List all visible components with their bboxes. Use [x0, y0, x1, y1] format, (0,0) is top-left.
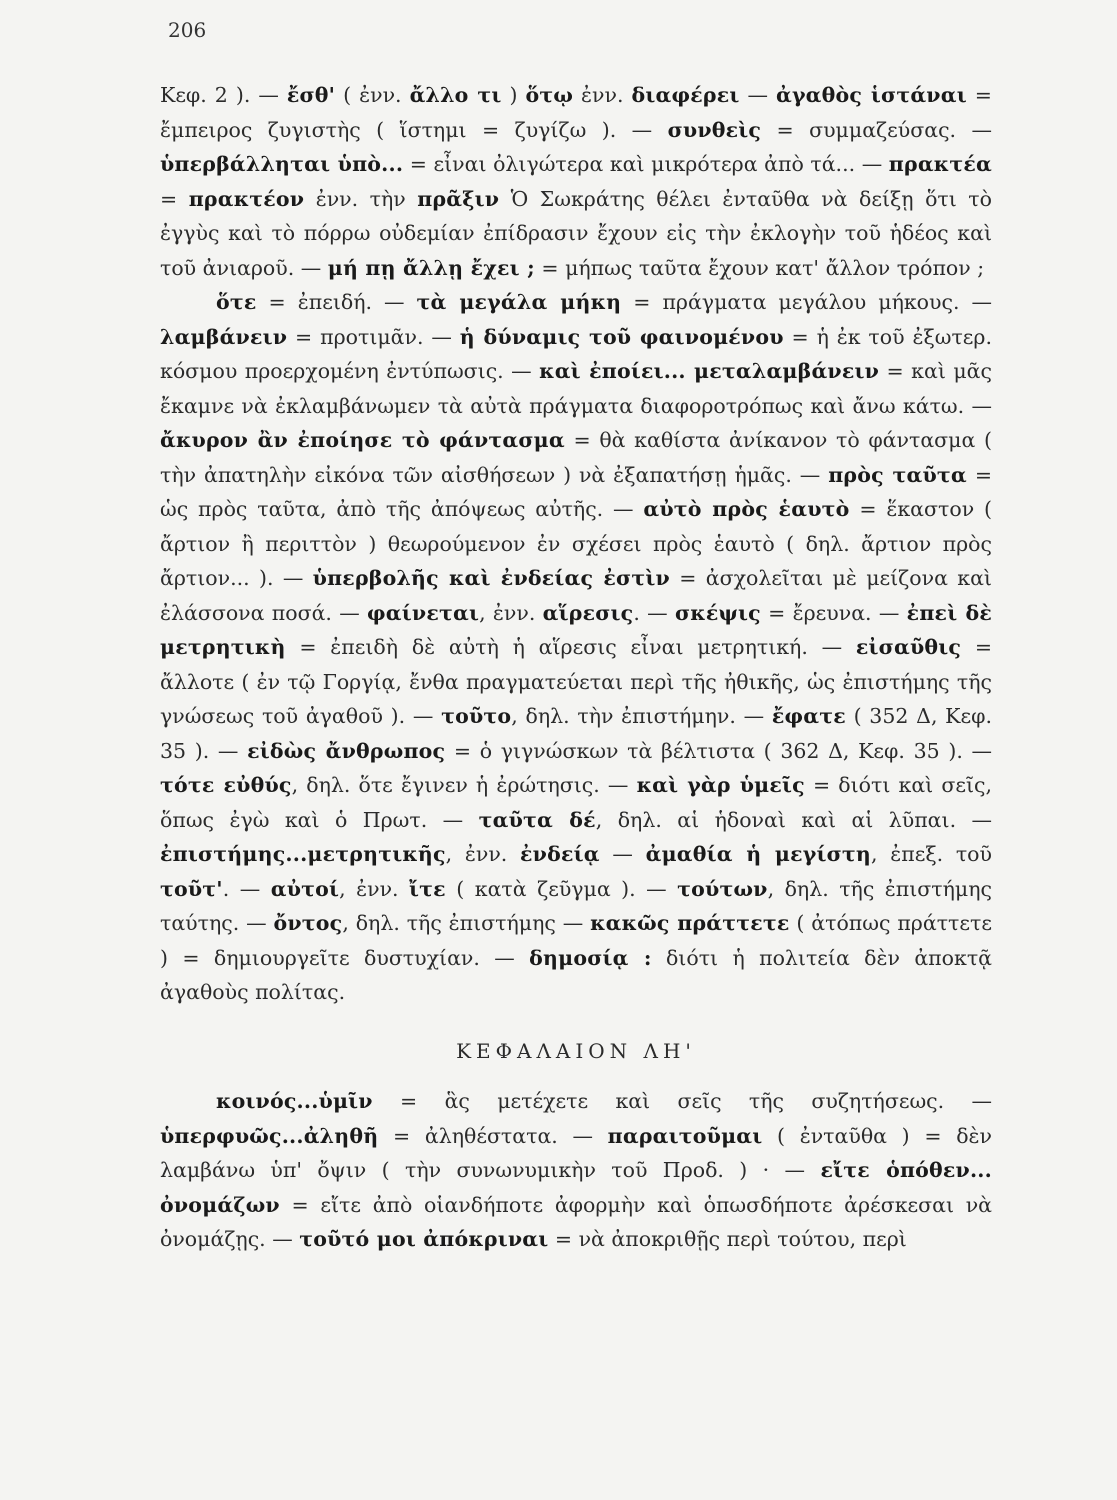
lemma: ἄλλο τι [409, 83, 502, 107]
gloss-text: ἐνν. τὴν [304, 186, 418, 211]
lemma: πρᾶξιν [417, 186, 500, 211]
lemma: αὐτοί [270, 876, 340, 901]
gloss-text: — [599, 842, 646, 866]
lemma: κοινός...ὑμῖν [216, 1089, 373, 1113]
gloss-text: ) [501, 83, 526, 107]
lemma: ὑπερβάλληται ὑπὸ... [160, 152, 404, 176]
chapter-title: ΚΕΦΑΛΑΙΟΝ ΛΗ' [456, 1038, 696, 1063]
gloss-text: = ὡς πρὸς ταῦτα, ἀπὸ τῆς ἀπόψεως αὐτῆς. — [160, 462, 992, 521]
paragraph [160, 78, 992, 285]
gloss-text: = ἐπειδή. — [256, 290, 417, 314]
lemma: αἵρεσις [542, 600, 634, 625]
paragraph [160, 285, 992, 1010]
gloss-text: = εἴτε ἀπὸ οἱανδήποτε ἀφορμὴν καὶ ὁπωσδήποτε ἀρέσκεσαι νὰ ὀνομάζῃς. — [160, 1192, 992, 1251]
page-number: 206 [168, 18, 207, 42]
gloss-text: = ἐπειδὴ δὲ αὐτὴ ἡ αἵρεσις εἶναι μετρητική. — [285, 635, 856, 659]
gloss-text: διότι ἡ πολιτεία δὲν ἀποκτᾷ ἀγαθοὺς πολίτας. [160, 945, 992, 1004]
lemma: εἰδὼς ἄνθρωπος [247, 738, 446, 763]
lemma: δημοσίᾳ : [529, 945, 652, 970]
gloss-text: , δηλ. τὴν ἐπιστήμην. — [511, 704, 772, 728]
lemma: ἐπιστήμης...μετρητικῆς [160, 842, 446, 866]
lemma: ἔφατε [771, 704, 846, 728]
gloss-text: = ἔμπειρος ζυγιστὴς ( ἵστημι = ζυγίζω ). — [160, 83, 992, 142]
lemma: καὶ ἐποίει... μεταλαμβάνειν [539, 359, 880, 383]
gloss-text: , ἐνν. [479, 600, 543, 625]
gloss-text: = μήπως ταῦτα ἔχουν κατ' ἄλλον τρόπον ; [534, 255, 985, 280]
lemma: ἴτε [409, 876, 446, 901]
gloss-text: = συμμαζεύσας. — [761, 117, 992, 142]
gloss-text: , δηλ. τῆς ἐπιστήμης — [342, 911, 591, 935]
lemma: ἐνδείᾳ [520, 842, 600, 866]
lemma: ἀγαθὸς ἱστάναι [775, 83, 967, 107]
gloss-text: = εἶναι ὀλιγώτερα καὶ μικρότερα ἀπὸ τά... — [403, 152, 889, 176]
lemma: ὑπερβολῆς καὶ ἐνδείας ἐστὶν [312, 566, 670, 590]
lemma: ὄντος [273, 911, 343, 935]
lemma: τούτων [677, 876, 768, 901]
gloss-text: = ἀληθέστατα. — [378, 1123, 608, 1148]
paragraph [160, 1084, 992, 1257]
lemma: φαίνεται [367, 600, 480, 625]
lemma: ἡ δύναμις τοῦ φαινομένου [459, 324, 784, 349]
lemma: ἀμαθία ἡ μεγίστη [645, 842, 872, 866]
gloss-text: . — [633, 600, 675, 625]
gloss-text: ἐνν. [573, 83, 632, 107]
gloss-text: . — [222, 876, 271, 901]
commentary-section-before [160, 78, 992, 1010]
commentary-body [160, 78, 992, 1257]
gloss-text: Κεφ. 2 ). — [160, 83, 287, 107]
lemma: πρὸς ταῦτα [828, 462, 967, 487]
lemma: μή πῃ ἄλλῃ ἔχει ; [327, 255, 535, 280]
gloss-text: , δηλ. αἱ ἡδοναὶ καὶ αἱ λῦπαι. — [595, 807, 993, 832]
gloss-text: ( 352 Δ, Κεφ. 35 ). — [160, 704, 992, 763]
lemma: εἴτε ὁπόθεν... ὀνομάζων [160, 1158, 992, 1217]
lemma: ἔσθ' [286, 83, 336, 107]
gloss-text: — [739, 83, 776, 107]
gloss-text: = θὰ καθίστα ἀνίκανον τὸ φάντασμα ( τὴν ἀπατηλὴν εἰκόνα τῶν αἰσθήσεων ) νὰ ἐξαπατήσῃ ἡμᾶς. — [160, 428, 992, 487]
gloss-text: ( ἐνταῦθα ) = δὲν λαμβάνω ὑπ' ὄψιν ( τὴν συνωνυμικὴν τοῦ Προδ. ) · — [160, 1123, 993, 1182]
lemma: τοῦτό μοι ἀπόκριναι [299, 1227, 549, 1251]
lemma: ταῦτα δέ [478, 807, 596, 832]
lemma: πρακτέα [888, 152, 992, 176]
gloss-text: , δηλ. τῆς ἐπιστήμης ταύτης. — [160, 876, 992, 935]
lemma: λαμβάνειν [160, 324, 288, 349]
gloss-text: ( ἐνν. [335, 83, 410, 107]
gloss-text: = πράγματα μεγάλου μήκους. — [621, 290, 992, 314]
lemma: ὅτῳ [525, 83, 574, 107]
gloss-text: ( ἀτόπως πράττετε ) = δημιουργεῖτε δυστυχίαν. — [160, 911, 992, 970]
lemma: ἄκυρον ἂν ἐποίησε τὸ φάντασμα [160, 428, 565, 452]
gloss-text: = διότι καὶ σεῖς, ὅπως ἐγὼ καὶ ὁ Πρωτ. — [160, 773, 993, 832]
gloss-text: , ἐπεξ. τοῦ [871, 842, 992, 866]
lemma: εἰσαῦθις [855, 635, 962, 659]
lemma: καὶ γὰρ ὑμεῖς [636, 773, 805, 797]
lemma: ὅτε [216, 290, 257, 314]
gloss-text: , ἐνν. [445, 842, 521, 866]
gloss-text: = καὶ μᾶς ἔκαμνε νὰ ἐκλαμβάνωμεν τὰ αὐτὰ πράγματα διαφορoτρόπως καὶ ἄνω κάτω. — [160, 359, 992, 418]
gloss-text: = ἡ ἐκ τοῦ ἐξωτερ. κόσμου προερχομένη ἐντύπωσις. — [160, 324, 992, 383]
lemma: τοῦτ' [160, 876, 223, 901]
lemma: πρακτέον [188, 186, 305, 211]
lemma: κακῶς πράττετε [590, 911, 790, 935]
lemma: διαφέρει [631, 83, 740, 107]
gloss-text: Ὁ Σωκράτης θέλει ἐνταῦθα νὰ δείξῃ ὅτι τὸ ἐγγὺς καὶ τὸ πόρρω οὐδεμίαν ἐπίδρασιν ἔχουν εἰς τὴν ἐκλογὴν τοῦ ἡδέος καὶ τοῦ ἀνιαροῦ. — [160, 186, 992, 280]
commentary-section-after [160, 1084, 992, 1257]
lemma: συνθεὶς [667, 117, 762, 142]
lemma: ὑπερφυῶς...ἀληθῆ [160, 1123, 379, 1148]
gloss-text: ( κατὰ ζεῦγμα ). — [445, 876, 678, 901]
lemma: αὐτὸ πρὸς ἑαυτὸ [643, 497, 850, 521]
gloss-text: = ἃς μετέχετε καὶ σεῖς τῆς συζητήσεως. — [372, 1089, 992, 1113]
gloss-text: = ἀσχολεῖται μὲ μείζονα καὶ ἐλάσσονα ποσά. — [160, 566, 992, 625]
gloss-text: = ἄλλοτε ( ἐν τῷ Γοργίᾳ, ἔνθα πραγματεύεται περὶ τῆς ἠθικῆς, ὡς ἐπιστήμης τῆς γνώσεως τοῦ ἀγαθοῦ ). — [160, 635, 993, 728]
gloss-text: , ἐνν. [339, 876, 410, 901]
gloss-text: = προτιμᾶν. — [287, 324, 460, 349]
gloss-text: = ἔρευνα. — [760, 600, 907, 625]
gloss-text: , δηλ. ὅτε ἔγινεν ἡ ἐρώτησις. — [291, 773, 637, 797]
lemma: παραιτοῦμαι [607, 1123, 763, 1148]
gloss-text: = [160, 186, 189, 211]
lemma: τοῦτο [441, 704, 512, 728]
gloss-text: = νὰ ἀποκριθῇς περὶ τούτου, περὶ [548, 1227, 907, 1251]
lemma: σκέψις [674, 600, 761, 625]
lemma: τὰ μεγάλα μήκη [416, 290, 622, 314]
gloss-text: = ἕκαστον ( ἄρτιον ἢ περιττὸν ) θεωρούμενον ἐν σχέσει πρὸς ἑαυτὸ ( δηλ. ἄρτιον πρὸς ἄρτιον... ). — [160, 497, 992, 590]
lemma: ἐπεὶ δὲ μετρητικὴ [160, 600, 992, 659]
gloss-text: = ὁ γιγνώσκων τὰ βέλτιστα ( 362 Δ, Κεφ. 35 ). — [445, 738, 993, 763]
lemma: τότε εὐθύς [160, 773, 292, 797]
